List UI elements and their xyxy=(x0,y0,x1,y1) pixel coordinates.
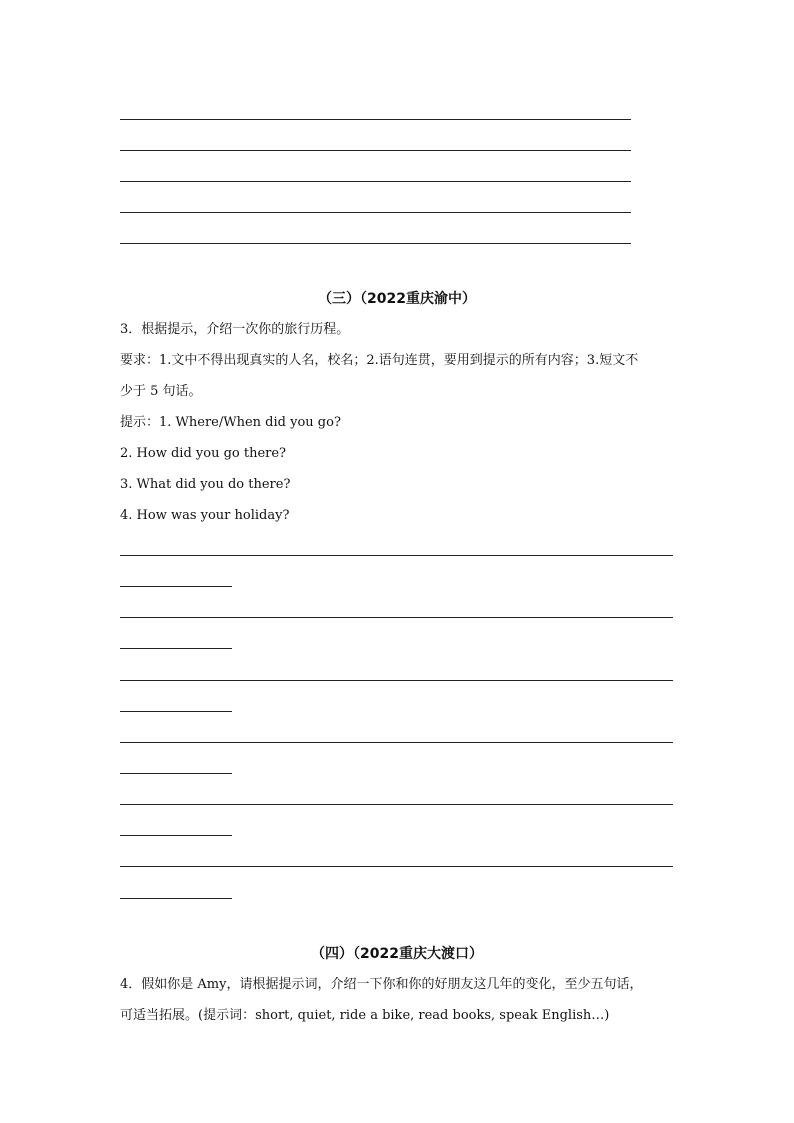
writing-line-short xyxy=(120,586,232,587)
section-heading: （三）（2022重庆渝中） xyxy=(318,291,476,307)
writing-line-short xyxy=(120,898,232,899)
writing-line xyxy=(120,555,673,556)
hint-text: 提示：1. Where/When did you go? xyxy=(120,415,341,430)
writing-line xyxy=(120,617,673,618)
answer-line xyxy=(120,150,631,151)
hint-text: 2. How did you go there? xyxy=(120,446,287,461)
writing-line xyxy=(120,680,673,681)
writing-line-short xyxy=(120,773,232,774)
requirement-text: 要求：1.文中不得出现真实的人名，校名；2.语句连贯，要用到提示的所有内容；3.短文不 xyxy=(120,353,639,368)
writing-line-short xyxy=(120,835,232,836)
hint-text: 3. What did you do there? xyxy=(120,477,291,492)
writing-line-short xyxy=(120,648,232,649)
answer-line xyxy=(120,181,631,182)
question-text: 可适当拓展。(提示词：short, quiet, ride a bike, read books, speak English…) xyxy=(120,1008,610,1023)
hint-text: 4. How was your holiday? xyxy=(120,508,290,523)
requirement-text: 少于 5 句话。 xyxy=(120,384,202,399)
answer-line xyxy=(120,243,631,244)
writing-line xyxy=(120,804,673,805)
writing-line xyxy=(120,866,673,867)
writing-line-short xyxy=(120,711,232,712)
section-heading: （四）（2022重庆大渡口） xyxy=(311,946,483,962)
answer-line xyxy=(120,212,631,213)
writing-line xyxy=(120,742,673,743)
question-text: 4．假如你是 Amy，请根据提示词，介绍一下你和你的好朋友这几年的变化，至少五句话， xyxy=(120,977,643,992)
answer-line xyxy=(120,119,631,120)
question-text: 3．根据提示，介绍一次你的旅行历程。 xyxy=(120,322,350,337)
